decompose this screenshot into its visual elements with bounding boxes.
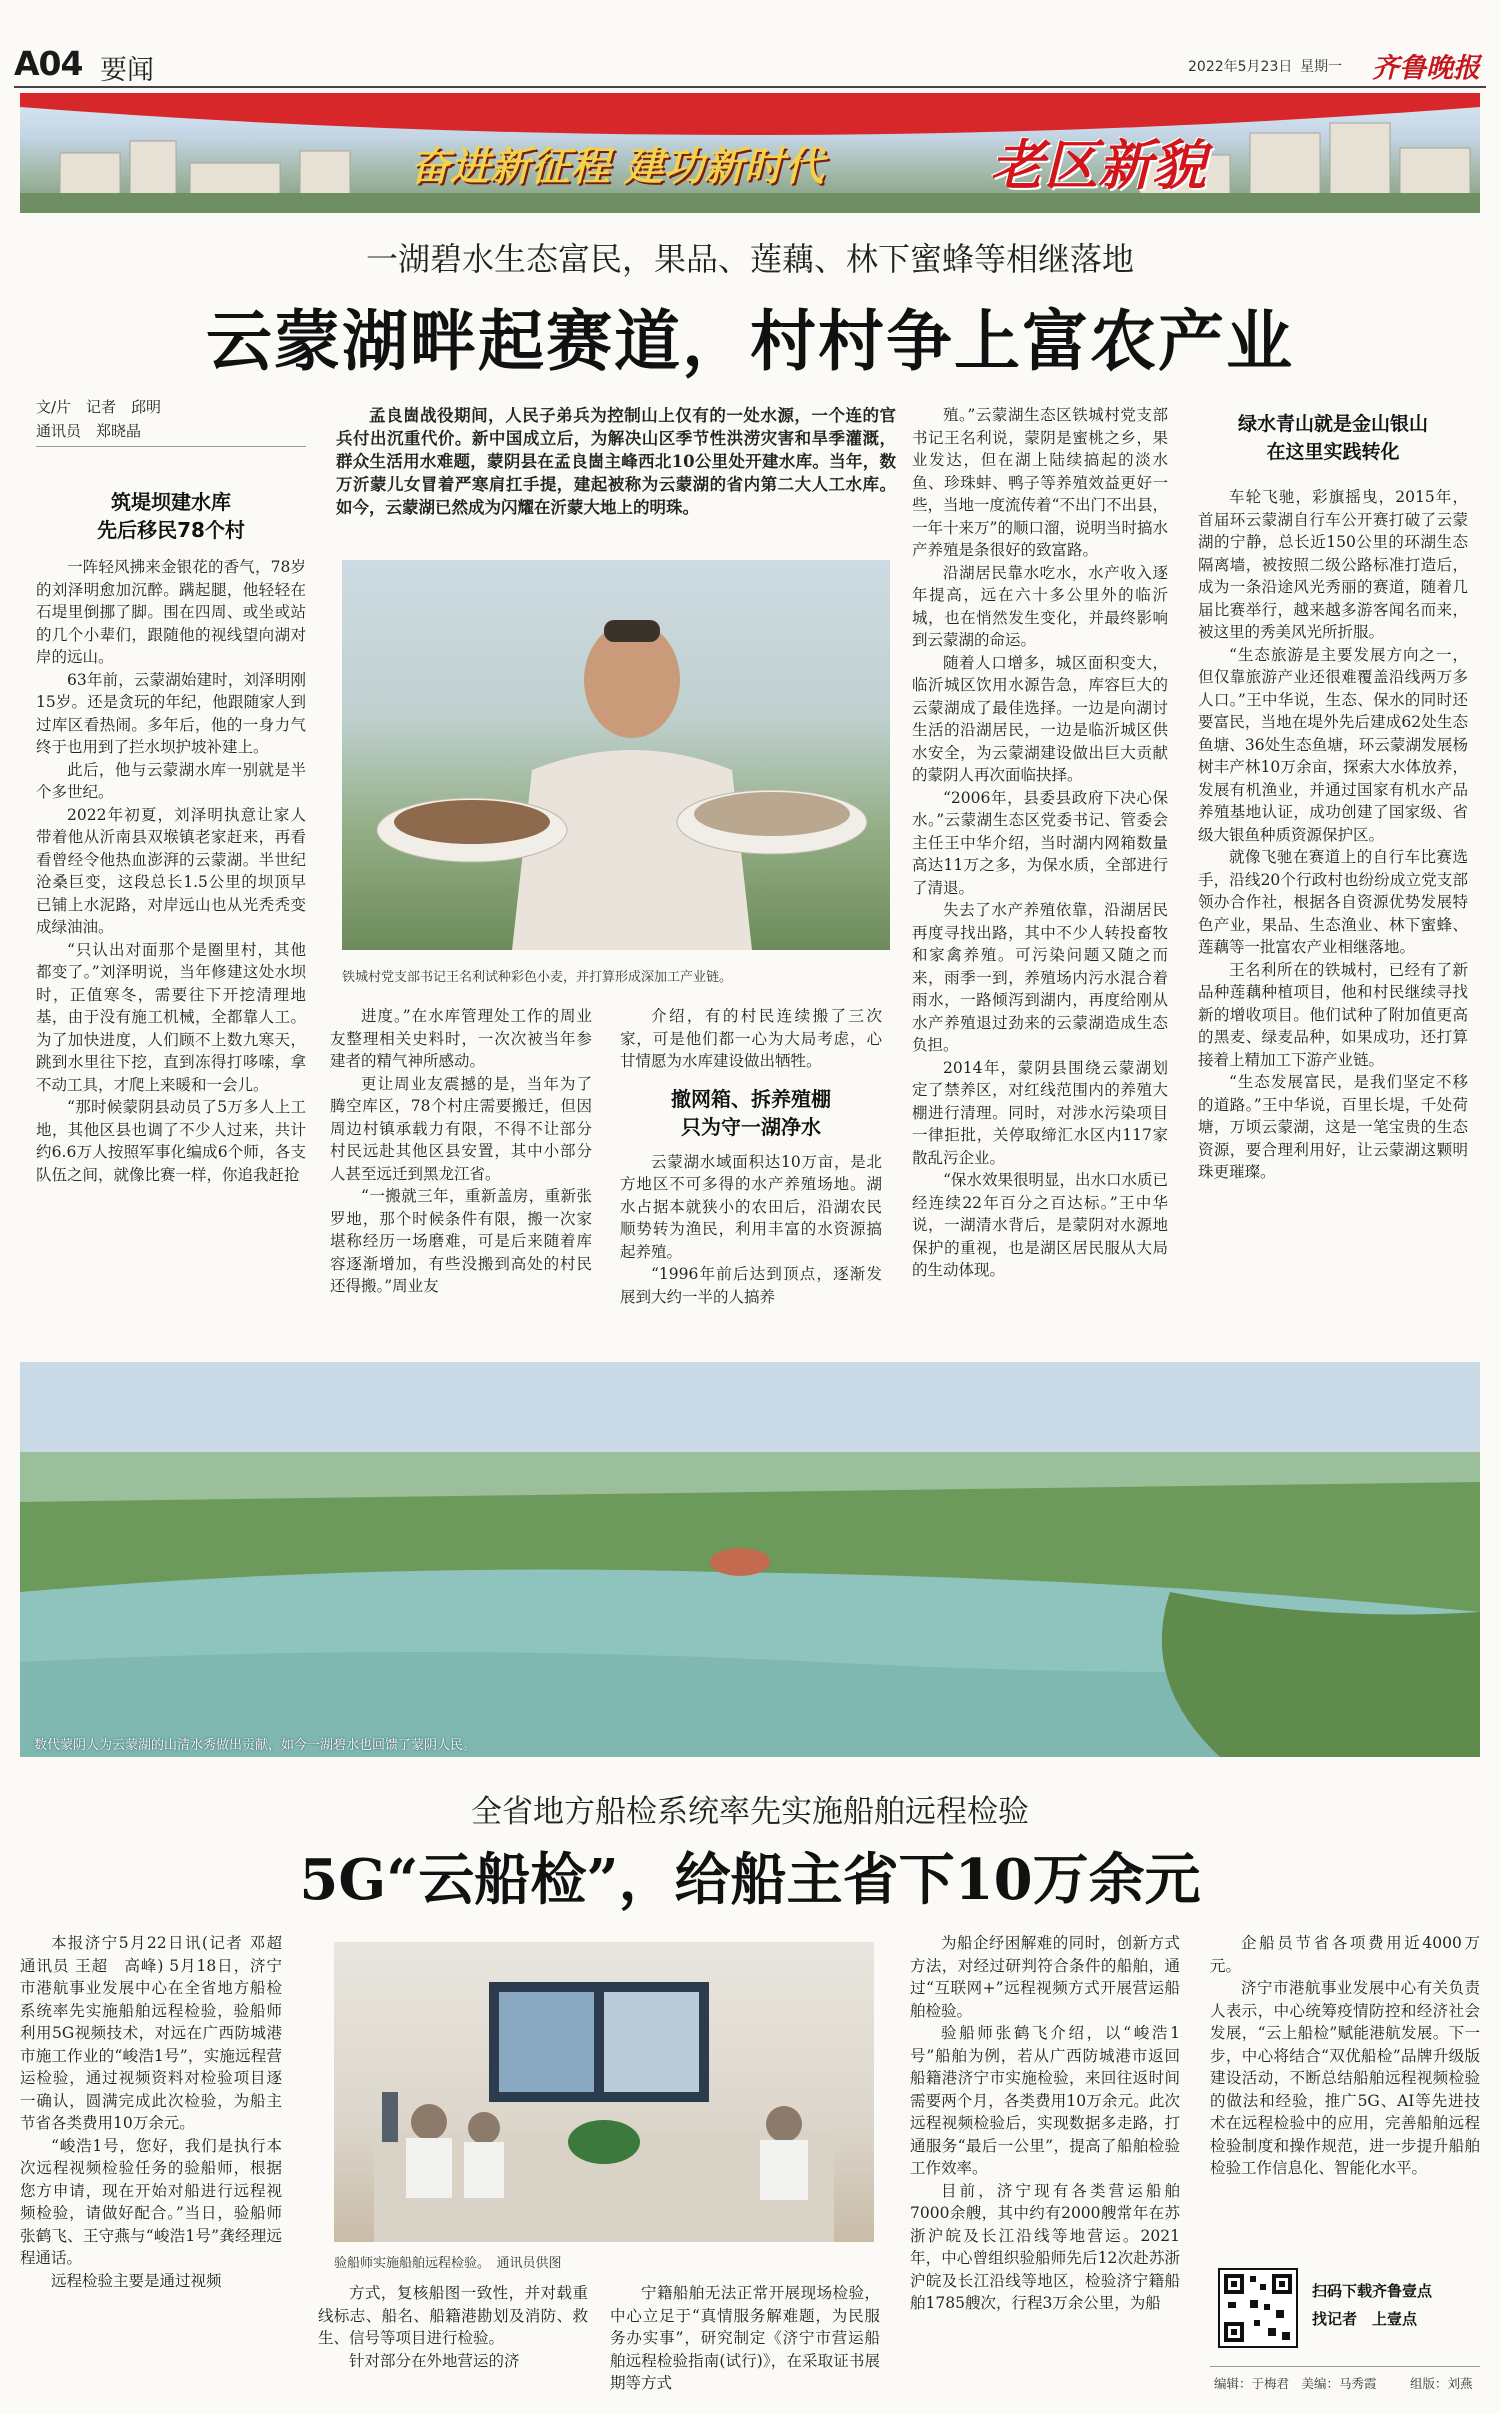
paragraph: 殖。”云蒙湖生态区铁城村党支部书记王名利说，蒙阴是蜜桃之乡，果业发达，但在湖上陆续搞起的淡水鱼、珍珠蚌、鸭子等养殖效益更好一些，当地一度流传着“不出门不出县，一年十来万”的顺口溜，说明当时搞水产养殖是条很好的致富路。: [912, 406, 1168, 559]
paragraph: “1996年前后达到顶点，逐渐发展到大约一半的人搞养: [620, 1265, 882, 1306]
article1-kicker: 一湖碧水生态富民，果品、莲藕、林下蜜蜂等相继落地: [365, 240, 1134, 278]
subhead-dam: 筑堤坝建水库 先后移民78个村: [97, 490, 245, 542]
paragraph: 随着人口增多，城区面积变大，临沂城区饮用水源告急，库容巨大的云蒙湖成了最佳选择。一边是向湖讨生活的沿湖居民，一边是临沂城区供水安全，为云蒙湖建设做出巨大贡献的蒙阴人再次面临抉择。: [912, 653, 1168, 784]
article1-column-5: [1198, 486, 1468, 1356]
article2-column-3: [610, 2282, 880, 2410]
credit-rule: [1210, 2366, 1480, 2367]
paragraph: “2006年，县委县政府下决心保水。”云蒙湖生态区党委书记、管委会主任王中华介绍，当时湖内网箱数量高达11万之多，为保水质，全部进行了清退。: [912, 788, 1168, 897]
photo-aerial-lake: [20, 1362, 1480, 1757]
article2-kicker: 全省地方船检系统率先实施船舶远程检验: [471, 1794, 1029, 1830]
banner-title: 老区新貌: [990, 134, 1206, 197]
article2-column-5: [1210, 1932, 1480, 2242]
article1-column-1: [36, 556, 306, 1336]
photo1-caption: 铁城村党支部书记王名利试种彩色小麦，并打算形成深加工产业链。: [342, 970, 733, 985]
paragraph: “生态发展富民，是我们坚定不移的道路。”王中华说，百里长堤，千处荷塘，万顷云蒙湖，这是一笔宝贵的生态资源，要合理利用好，让云蒙湖这颗明珠更璀璨。: [1198, 1073, 1468, 1181]
article1-column-3: [620, 1005, 882, 1357]
paragraph: 目前，济宁现有各类营运船舶7000余艘，其中约有2000艘常年在苏浙沪皖及长江沿线等地营运。2021年，中心曾组织验船师先后12次赴苏浙沪皖及长江沿线等地区，检验济宁籍船舶1785艘次，行程3万余公里，为船: [910, 2181, 1180, 2312]
paragraph: 为船企纾困解难的同时，创新方式方法，对经过研判符合条件的船舶，通过“互联网+”远程视频方式开展营运船舶检验。: [910, 1934, 1180, 2020]
paragraph: 介绍，有的村民连续搬了三次家，可是他们都一心为大局考虑，心甘情愿为水库建设做出牺牲。: [620, 1007, 882, 1070]
qr-code-icon[interactable]: [1218, 2268, 1298, 2348]
paragraph: 验船师张鹤飞介绍，以“峻浩1号”船舶为例，若从广西防城港市返回船籍港济宁市实施检验，来回往返时间需要两个月，各类费用10万余元。此次远程视频检验后，实现数据多走路，打通服务“最后一公里”，提高了船舶检验工作效率。: [910, 2024, 1180, 2177]
byline-rule: [36, 446, 306, 447]
layout-credit: 组版：刘燕: [1410, 2376, 1473, 2391]
paragraph: 一阵轻风拂来金银花的香气，78岁的刘泽明愈加沉醉。蹒起腿，他轻轻在石堤里倒挪了脚。围在四周、或坐或站的几个小辈们，跟随他的视线望向湖对岸的远山。: [36, 558, 306, 666]
page-number: A04: [14, 44, 83, 83]
article1-lead: 孟良崮战役期间，人民子弟兵为控制山上仅有的一处水源，一个连的官兵付出沉重代价。新中国成立后，为解决山区季节性洪涝灾害和旱季灌溉，群众生活用水难题，蒙阴县在孟良崮主峰西北10公里处开建水库。当年，数万沂蒙儿女冒着严寒肩扛手提，建起被称为云蒙湖的省内第二大人工水库。如今，云蒙湖已然成为闪耀在沂蒙大地上的明珠。: [336, 406, 896, 517]
article1-headline: 云蒙湖畔起赛道，村村争上富农产业: [206, 302, 1294, 380]
subhead-nets: 撤网箱、拆养殖棚 只为守一湖净水: [671, 1086, 831, 1139]
photo2-caption: 数代蒙阴人为云蒙湖的山清水秀做出贡献，如今一湖碧水也回馈了蒙阴人民。: [34, 1738, 477, 1753]
paragraph: 针对部分在外地营运的济: [349, 2351, 520, 2370]
photo3-caption: 验船师实施船舶远程检验。 通讯员供图: [334, 2256, 562, 2271]
header-rule: [14, 86, 1486, 88]
paragraph: 失去了水产养殖依靠，沿湖居民再度寻找出路，其中不少人转投畜牧和家禽养殖。可污染问题又随之而来，雨季一到，养殖场内污水混合着雨水，一路倾泻到湖内，再度给刚从水产养殖退过劲来的云蒙湖造成生态负担。: [912, 901, 1168, 1054]
paragraph: 企船员节省各项费用近4000万元。: [1210, 1934, 1480, 1975]
paragraph: “那时候蒙阴县动员了5万多人上工地，其他区县也调了不少人过来，共计约6.6万人按照军事化编成6个师，各支队伍之间，就像比赛一样，你追我赶抢: [36, 1098, 306, 1184]
issue-date: 2022年5月23日: [1188, 59, 1293, 75]
subhead-green-mountains: 绿水青山就是金山银山 在这里实践转化: [1237, 413, 1428, 463]
paragraph: 云蒙湖水域面积达10万亩，是北方地区不可多得的水产养殖场地。湖水占据本就狭小的农田后，沿湖农民顺势转为渔民，利用丰富的水资源搞起养殖。: [620, 1152, 882, 1261]
paragraph: 就像飞驰在赛道上的自行车比赛选手，沿线20个行政村也纷纷成立党支部领办合作社，根据各自资源优势发展特色产业，果品、生态渔业、林下蜜蜂、莲藕等一批富农产业相继落地。: [1198, 848, 1468, 956]
section-label: 要闻: [100, 55, 154, 86]
paragraph: 方式，复核船图一致性，并对载重线标志、船名、船籍港勘划及消防、救生、信号等项目进行检验。: [318, 2284, 588, 2347]
paragraph: “峻浩1号，您好，我们是执行本次远程视频检验任务的验船师，根据您方申请，现在开始对船进行远程视频检验，请做好配合。”当日，验船师张鹤飞、王守燕与“峻浩1号”龚经理远程通话。: [20, 2136, 282, 2267]
paragraph: 2014年，蒙阴县围绕云蒙湖划定了禁养区，对红线范围内的养殖大棚进行清理。同时，对涉水污染项目一律拒批，关停取缔汇水区内117家散乱污企业。: [912, 1058, 1168, 1167]
article2-column-1: [20, 1932, 298, 2410]
banner-slogan: 奋进新征程 建功新时代: [410, 144, 824, 190]
paragraph: 63年前，云蒙湖始建时，刘泽明刚15岁。还是贪玩的年纪，他跟随家人到过库区看热闹。多年后，他的一身力气终于也用到了拦水坝护坡补建上。: [36, 670, 306, 756]
paragraph: 王名利所在的铁城村，已经有了新品种莲藕种植项目，他和村民继续寻找新的增收项目。他们试种了附加值更高的黑麦、绿麦品种，如果成功，还打算接着上精加工下游产业链。: [1198, 960, 1468, 1069]
qr-download-label: 扫码下载齐鲁壹点: [1312, 2282, 1433, 2300]
photo-illustration: [342, 560, 890, 950]
byline-reporter: 文/片 记者 邱明: [36, 398, 162, 416]
photo-illustration: [20, 1362, 1480, 1757]
paragraph: 宁籍船舶无法正常开展现场检验，中心立足于“真情服务解难题，为民服务办实事”，研究制定《济宁市营运船舶远程检验指南(试行)》，在采取证书展期等方式: [610, 2284, 880, 2392]
issue-weekday: 星期一: [1300, 59, 1342, 75]
paragraph: 进度。”在水库管理处工作的周业友整理相关史料时，一次次被当年参建者的精气神所感动。: [330, 1007, 592, 1070]
banner: [20, 93, 1480, 213]
paragraph: “只认出对面那个是圈里村，其他都变了。”刘泽明说，当年修建这处水坝时，正值寒冬，需要往下开挖清理地基，由于没有施工机械，全都靠人工。为了加快进度，人们顾不上数九寒天，跳到水里往下挖，直到冻得打哆嗦，拿不动工具，才爬上来暖和一会儿。: [36, 940, 306, 1094]
editor-credit: 编辑：于梅君 美编：马秀霞: [1214, 2376, 1377, 2391]
byline-correspondent: 通讯员 郑晓晶: [36, 422, 142, 440]
article2-column-4: [910, 1932, 1180, 2410]
paragraph: “保水效果很明显，出水口水质已经连续22年百分之百达标。”王中华说，一湖清水背后，是蒙阴对水源地保护的重视，也是湖区居民服从大局的生动体现。: [912, 1171, 1168, 1279]
paragraph: 此后，他与云蒙湖水库一别就是半个多世纪。: [36, 760, 306, 801]
article2-column-2: [318, 2282, 588, 2410]
paragraph: 更让周业友震撼的是，当年为了腾空库区，78个村庄需要搬迁，但因周边村镇承载力有限，不得不让部分村民远赴其他区县安置，其中小部分人甚至远迁到黑龙江省。: [330, 1074, 592, 1183]
article2-headline: 5G“云船检”，给船主省下10万余元: [299, 1847, 1201, 1913]
photo-remote-inspection: [334, 1942, 874, 2242]
masthead-logo: 齐鲁晚报: [1372, 53, 1480, 84]
article1-column-2: [330, 1005, 592, 1357]
qr-pattern: [1220, 2270, 1296, 2346]
article1-column-4: [912, 404, 1168, 1354]
paragraph: 沿湖居民靠水吃水，水产收入逐年提高，远在六十多公里外的临沂城，也在悄然发生变化，并最终影响到云蒙湖的命运。: [912, 563, 1168, 649]
paragraph-lead: 本报济宁5月22日讯(记者 邓超 通讯员 王超 高峰) 5月18日，济宁市港航事业发展中心在全省地方船检系统率先实施船舶远程检验，验船师利用5G视频技术，对远在广西防城港市施工作业的“峻浩1号”，实施远程营运检验，通过视频资料对检验项目逐一确认，圆满完成此次检验，为船主节省各类费用10万余元。: [20, 1934, 298, 2132]
paragraph: “一搬就三年，重新盖房，重新张罗地，那个时候条件有限，搬一次家堪称经历一场磨难，可是后来随着库容逐渐增加，有些没搬到高处的村民还得搬。”周业友: [330, 1187, 592, 1295]
paragraph: 远程检验主要是通过视频: [51, 2271, 222, 2290]
qr-reporter-label: 找记者 上壹点: [1312, 2310, 1418, 2328]
paragraph: 济宁市港航事业发展中心有关负责人表示，中心统筹疫情防控和经济社会发展，“云上船检”赋能港航发展。下一步，中心将结合“双优船检”品牌升级版建设活动，不断总结船舶远程视频检验的做法和经验，推广5G、AI等先进技术在远程检验中的应用，完善船舶远程检验制度和操作规范，进一步提升船舶检验工作信息化、智能化水平。: [1210, 1979, 1480, 2177]
photo-farmer-wheat: [342, 560, 890, 950]
paragraph: 2022年初夏，刘泽明执意让家人带着他从沂南县双堠镇老家赶来，再看看曾经令他热血澎湃的云蒙湖。半世纪沧桑巨变，这段总长1.5公里的坝顶早已铺上水泥路，对岸远山也从光秃秃变成绿油油。: [36, 805, 306, 936]
paragraph: 车轮飞驰，彩旗摇曳，2015年，首届环云蒙湖自行车公开赛打破了云蒙湖的宁静，总长近150公里的环湖生态隔离墙，被按照二级公路标准打造后，成为一条沿途风光秀丽的赛道，随着几届比赛举行，越来越多游客闻名而来，被这里的秀美风光所折服。: [1198, 488, 1468, 641]
photo-illustration: [334, 1942, 874, 2242]
paragraph: “生态旅游是主要发展方向之一，但仅靠旅游产业还很难覆盖沿线两万多人口。”王中华说，生态、保水的同时还要富民，当地在堤外先后建成62处生态鱼塘、36处生态鱼塘，环云蒙湖发展杨树丰产林10万余亩，探索大水体放养，发展有机渔业，并通过国家有机水产品养殖基地认证，成功创建了国家级、省级大银鱼种质资源保护区。: [1198, 645, 1468, 844]
